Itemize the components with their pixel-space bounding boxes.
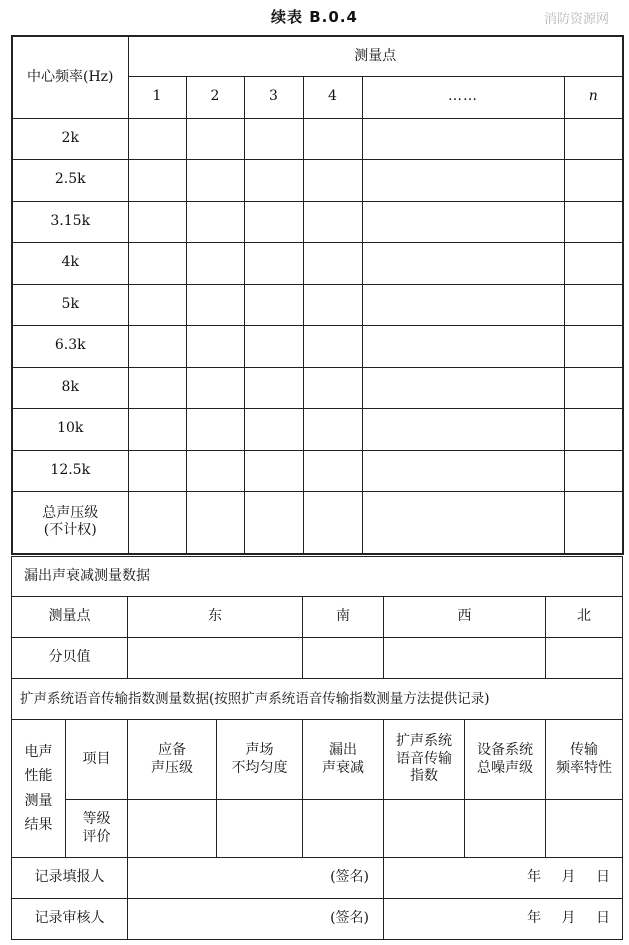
data-cell[interactable]	[546, 638, 623, 679]
data-cell[interactable]	[303, 325, 362, 367]
data-cell[interactable]	[128, 159, 186, 201]
data-cell[interactable]	[244, 159, 303, 201]
reviewer-signature-field[interactable]	[128, 899, 384, 940]
column-header-line: 频率特性	[556, 759, 612, 776]
leak-sti-table	[11, 556, 623, 858]
column-header	[465, 720, 546, 800]
direction-west: 西	[384, 597, 546, 638]
data-cell[interactable]	[564, 159, 623, 201]
column-header	[217, 720, 303, 800]
frequency-label: 5k	[12, 284, 128, 325]
data-cell[interactable]	[303, 201, 362, 242]
data-cell[interactable]	[128, 638, 303, 679]
data-cell[interactable]	[186, 325, 244, 367]
data-cell[interactable]	[303, 800, 384, 858]
result-label-line: 测量	[24, 792, 53, 809]
data-cell[interactable]	[244, 491, 303, 554]
data-cell[interactable]	[217, 800, 303, 858]
month-label: 月	[561, 910, 576, 927]
frequency-label: 2.5k	[12, 159, 128, 201]
data-cell[interactable]	[128, 491, 186, 554]
data-cell[interactable]	[303, 638, 384, 679]
column-header-line: 应备	[158, 742, 186, 758]
electroacoustic-result-label	[12, 720, 66, 858]
filler-date-field[interactable]	[384, 858, 623, 899]
grade-label-line: 评价	[82, 828, 111, 845]
column-header	[546, 720, 623, 800]
data-cell[interactable]	[384, 638, 546, 679]
page-title: 续表 B.0.4	[271, 8, 358, 26]
measurement-points-header: 测量点	[128, 36, 623, 76]
data-cell[interactable]	[186, 201, 244, 242]
column-header-line: 指数	[410, 768, 438, 785]
data-cell[interactable]	[362, 118, 564, 159]
signature-hint: (签名)	[330, 869, 369, 886]
data-cell[interactable]	[128, 408, 186, 450]
data-cell[interactable]	[244, 201, 303, 242]
data-cell[interactable]	[128, 325, 186, 367]
data-cell[interactable]	[362, 491, 564, 554]
watermark: 消防资源网	[543, 12, 609, 27]
sti-section-title: 扩声系统语音传输指数测量数据(按照扩声系统语音传输指数测量方法提供记录)	[12, 679, 623, 720]
grade-label-line: 等级	[82, 811, 111, 827]
direction-south: 南	[303, 597, 384, 638]
center-frequency-header: 中心频率(Hz)	[12, 36, 128, 118]
data-cell[interactable]	[303, 450, 362, 491]
column-header	[128, 720, 217, 800]
data-cell[interactable]	[564, 450, 623, 491]
data-cell[interactable]	[186, 408, 244, 450]
grade-label	[66, 800, 128, 858]
data-cell[interactable]	[128, 118, 186, 159]
data-cell[interactable]	[128, 201, 186, 242]
data-cell[interactable]	[244, 284, 303, 325]
leak-section-title: 漏出声衰减测量数据	[12, 557, 623, 597]
data-cell[interactable]	[465, 800, 546, 858]
data-cell[interactable]	[303, 491, 362, 554]
data-cell[interactable]	[186, 118, 244, 159]
point-col-header: 4	[303, 76, 362, 118]
day-label: 日	[596, 869, 610, 886]
data-cell[interactable]	[303, 284, 362, 325]
column-header-line: 声压级	[151, 759, 193, 776]
data-cell[interactable]	[303, 242, 362, 284]
data-cell[interactable]	[244, 408, 303, 450]
result-label-line: 性能	[24, 768, 53, 784]
data-cell[interactable]	[564, 408, 623, 450]
data-cell[interactable]	[564, 284, 623, 325]
data-cell[interactable]	[186, 367, 244, 408]
data-cell[interactable]	[564, 201, 623, 242]
point-col-header-ellipsis: ……	[362, 76, 564, 118]
data-cell[interactable]	[362, 242, 564, 284]
data-cell[interactable]	[186, 284, 244, 325]
data-cell[interactable]	[244, 118, 303, 159]
frequency-label: 8k	[12, 367, 128, 408]
frequency-label: 10k	[12, 408, 128, 450]
leak-point-label: 测量点	[12, 597, 128, 638]
column-header-line: 扩声系统	[396, 733, 452, 750]
data-cell[interactable]	[564, 367, 623, 408]
frequency-label: 4k	[12, 242, 128, 284]
data-cell[interactable]	[303, 367, 362, 408]
column-header-line: 语音传输	[396, 750, 452, 767]
column-header-line: 声场	[245, 742, 274, 758]
column-header-line: 传输	[570, 742, 598, 758]
data-cell[interactable]	[362, 159, 564, 201]
column-header	[303, 720, 384, 800]
direction-east: 东	[128, 597, 303, 638]
data-cell[interactable]	[186, 159, 244, 201]
result-label-line: 结果	[24, 817, 53, 833]
data-cell[interactable]	[362, 284, 564, 325]
data-cell[interactable]	[128, 242, 186, 284]
year-label: 年	[527, 910, 542, 927]
data-cell[interactable]	[362, 325, 564, 367]
data-cell[interactable]	[362, 450, 564, 491]
data-cell[interactable]	[564, 325, 623, 367]
data-cell[interactable]	[564, 242, 623, 284]
frequency-label: 2k	[12, 118, 128, 159]
point-col-header: 1	[128, 76, 186, 118]
data-cell[interactable]	[244, 242, 303, 284]
result-label-line: 电声	[24, 743, 53, 760]
frequency-table	[11, 35, 624, 555]
data-cell[interactable]	[244, 367, 303, 408]
data-cell[interactable]	[128, 450, 186, 491]
column-header-line: 声衰减	[322, 759, 364, 776]
total-spl-label	[12, 491, 128, 554]
point-col-header: 2	[186, 76, 244, 118]
data-cell[interactable]	[564, 491, 623, 554]
column-header-line: 总噪声级	[477, 759, 533, 776]
data-cell[interactable]	[186, 450, 244, 491]
column-header-line: 漏出	[329, 742, 357, 758]
data-cell[interactable]	[303, 159, 362, 201]
item-label: 项目	[66, 720, 128, 800]
column-header	[384, 720, 465, 800]
frequency-label: 12.5k	[12, 450, 128, 491]
data-cell[interactable]	[244, 325, 303, 367]
decibel-label: 分贝值	[12, 638, 128, 679]
reviewer-label: 记录审核人	[12, 899, 128, 940]
column-header-line: 不均匀度	[231, 759, 288, 776]
filler-signature-field[interactable]	[128, 858, 384, 899]
data-cell[interactable]	[303, 118, 362, 159]
frequency-label: 6.3k	[12, 325, 128, 367]
data-cell[interactable]	[303, 408, 362, 450]
data-cell[interactable]	[128, 284, 186, 325]
month-label: 月	[561, 869, 576, 886]
frequency-label: 3.15k	[12, 201, 128, 242]
data-cell[interactable]	[564, 118, 623, 159]
signature-hint: (签名)	[330, 910, 369, 927]
data-cell[interactable]	[362, 367, 564, 408]
signoff-table	[11, 857, 623, 940]
data-cell[interactable]	[546, 800, 623, 858]
data-cell[interactable]	[384, 800, 465, 858]
total-spl-label-line: 总声压级	[42, 504, 99, 521]
data-cell[interactable]	[128, 800, 217, 858]
data-cell[interactable]	[362, 408, 564, 450]
direction-north: 北	[546, 597, 623, 638]
year-label: 年	[527, 869, 542, 886]
data-cell[interactable]	[244, 450, 303, 491]
total-spl-label-line: (不计权)	[43, 522, 97, 539]
data-cell[interactable]	[186, 242, 244, 284]
column-header-line: 设备系统	[477, 742, 533, 758]
data-cell[interactable]	[128, 367, 186, 408]
point-col-header-n: n	[564, 76, 623, 118]
data-cell[interactable]	[186, 491, 244, 554]
reviewer-date-field[interactable]	[384, 899, 623, 940]
point-col-header: 3	[244, 76, 303, 118]
day-label: 日	[596, 910, 610, 927]
filler-label: 记录填报人	[12, 858, 128, 899]
data-cell[interactable]	[362, 201, 564, 242]
